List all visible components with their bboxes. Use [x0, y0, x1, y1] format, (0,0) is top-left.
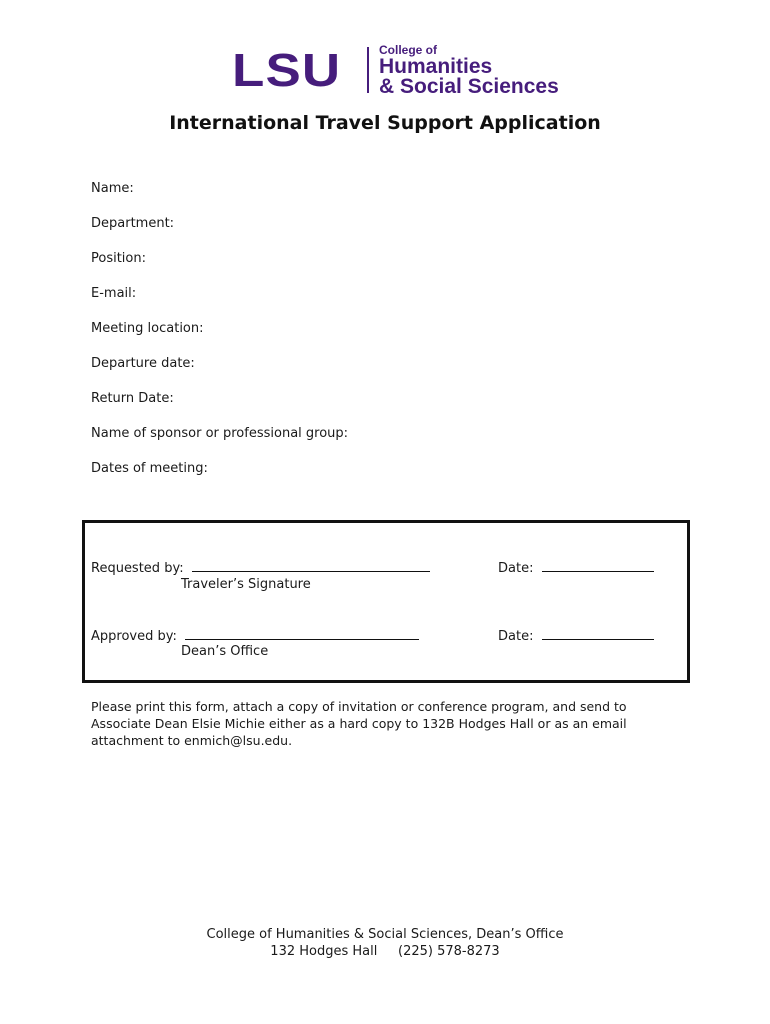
signature-box — [82, 520, 690, 683]
instructions-text: Please print this form, attach a copy of invitation or conference program, and send to Associate Dean Elsie Michie either as a hard copy to 132B Hodges Hall or as an email attachment to enmich@lsu.edu. — [91, 699, 627, 748]
logo-line3: & Social Sciences — [379, 74, 559, 98]
field-position[interactable]: Position: — [91, 251, 146, 266]
footer — [0, 926, 770, 960]
approved-sub-label: Dean’s Office — [181, 644, 269, 659]
field-name[interactable]: Name: — [91, 181, 134, 196]
approved-date-label: Date: — [498, 629, 534, 644]
footer-line1: College of Humanities & Social Sciences, Dean’s Office — [206, 927, 564, 942]
requested-sub-label: Traveler’s Signature — [181, 577, 311, 592]
field-email[interactable]: E-mail: — [91, 286, 137, 301]
requested-row — [91, 559, 430, 576]
logo-line2: Humanities — [379, 54, 493, 78]
requested-signature-line[interactable] — [192, 559, 430, 572]
logo-line1: College of — [379, 42, 438, 57]
approved-label: Approved by: — [91, 629, 177, 644]
field-meeting-location[interactable]: Meeting location: — [91, 321, 204, 336]
college-logo — [232, 44, 559, 96]
logo-mark: LSU — [232, 44, 342, 96]
logo-divider — [367, 47, 369, 93]
field-return-date[interactable]: Return Date: — [91, 391, 174, 406]
requested-label: Requested by: — [91, 561, 184, 576]
field-meeting-dates[interactable]: Dates of meeting: — [91, 461, 208, 476]
approved-row — [91, 627, 419, 644]
requested-date-row — [498, 559, 654, 576]
field-sponsor[interactable]: Name of sponsor or professional group: — [91, 426, 349, 441]
form-fields — [91, 180, 348, 495]
approved-date-line[interactable] — [542, 627, 654, 640]
approved-date-row — [498, 627, 654, 644]
field-department[interactable]: Department: — [91, 216, 175, 231]
form-title: International Travel Support Application — [169, 112, 601, 134]
footer-line2: 132 Hodges Hall (225) 578-8273 — [270, 944, 500, 959]
logo-text — [379, 44, 559, 97]
field-departure-date[interactable]: Departure date: — [91, 356, 195, 371]
approved-signature-line[interactable] — [185, 627, 419, 640]
requested-date-line[interactable] — [542, 559, 654, 572]
requested-date-label: Date: — [498, 561, 534, 576]
